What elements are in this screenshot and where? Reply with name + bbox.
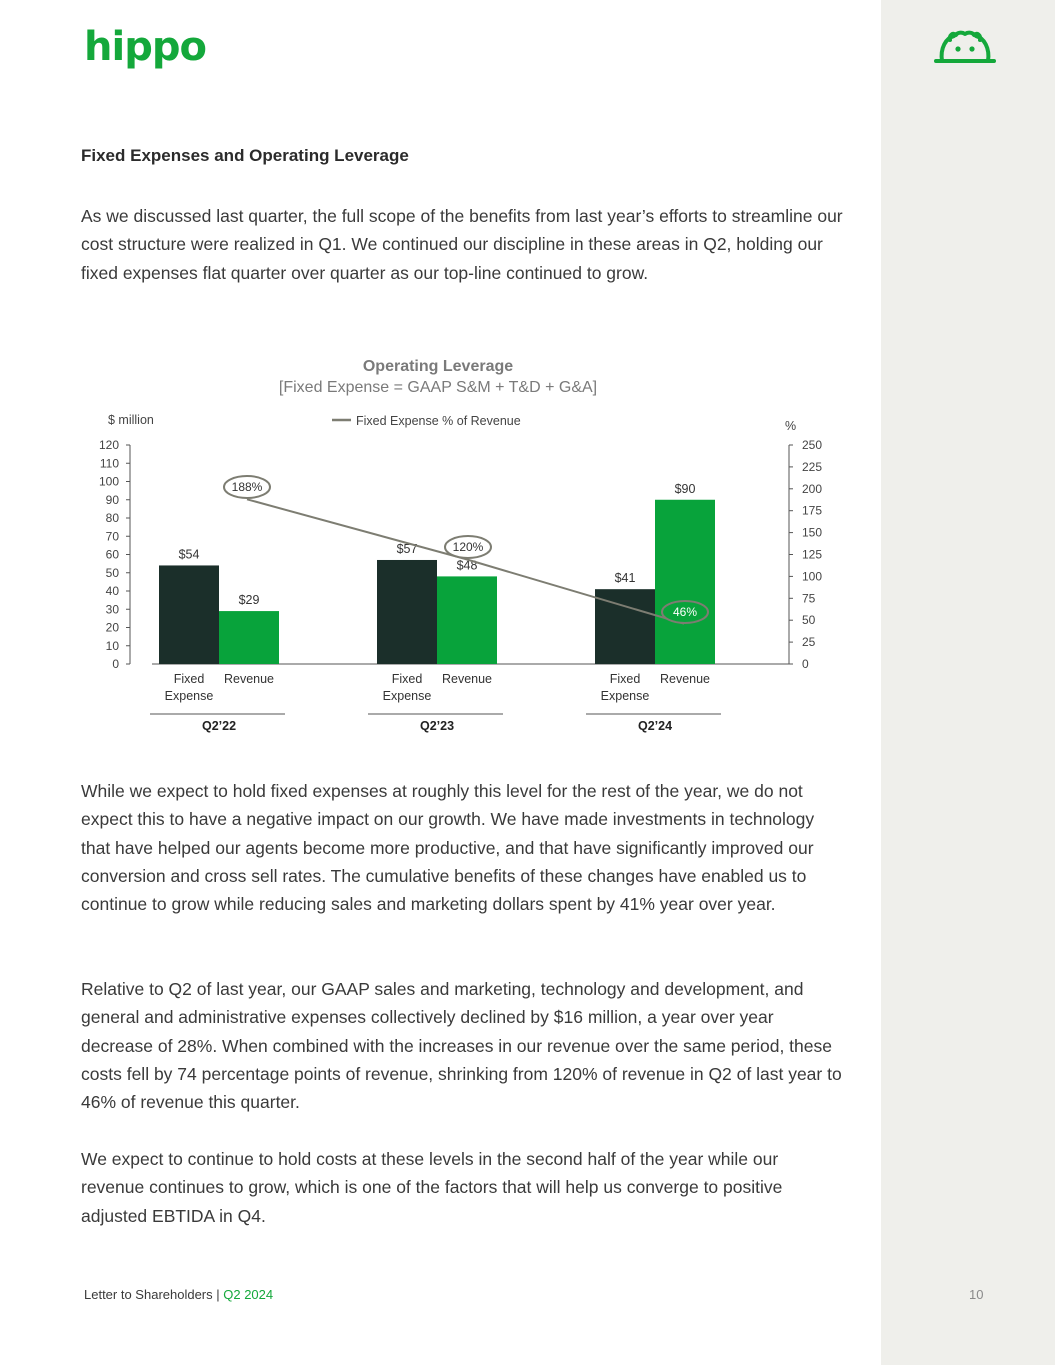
y-tick-label-right: 175 [802,503,823,518]
y-tick-label-right: 75 [802,591,816,606]
paragraph-outlook: We expect to continue to hold costs at these levels in the second half of the year while our revenue continues to grow, which is one of the factors that will help us converge to positive adjusted EBTIDA in Q4. [81,1149,783,1226]
legend-line-label: Fixed Expense % of Revenue [356,414,521,428]
x-sublabel-expense: Expense [164,689,214,703]
y-tick-label-left: 70 [105,529,119,544]
y-tick-label-left: 80 [105,511,119,525]
bar-label-fixed-expense: $54 [178,547,200,562]
x-sublabel-fixed: Fixed [391,672,423,686]
y-tick-label-left: 50 [105,565,119,580]
line-value-label: 46% [672,605,698,619]
operating-leverage-chart [90,340,850,750]
y-tick-label-left: 0 [112,657,119,671]
y-tick-label-left: 40 [105,584,119,598]
x-sublabel-expense: Expense [382,689,432,703]
bar-fixed-expense [377,560,437,664]
chart-subtitle: [Fixed Expense = GAAP S&M + T&D + G&A] [278,379,598,396]
y-tick-label-left: 60 [105,547,119,562]
y-tick-label-right: 225 [802,459,823,474]
hippo-logo: hippo [84,24,206,70]
hippo-head-icon [930,28,1000,66]
x-sublabel-fixed: Fixed [609,672,641,686]
y-tick-label-left: 100 [98,474,119,489]
footer [84,1287,273,1302]
x-sublabel-revenue: Revenue [223,672,275,686]
x-group-label: Q2’24 [637,719,673,733]
paragraph-expenses: Relative to Q2 of last year, our GAAP sales and marketing, technology and development, and general and administrative expenses collectively declined by $16 million, a year over year decrease of 28%. When combined with the increases in our revenue over the same period, these costs fell by 74 percentage points of revenue, shrinking from 120% of revenue in Q2 of last year to 46% of revenue this quarter. [81,979,842,1113]
y-tick-label-left: 30 [105,602,119,617]
line-value-label: 188% [231,480,263,494]
y-tick-label-right: 100 [802,569,823,584]
bar-revenue [219,611,279,664]
bar-label-fixed-expense: $41 [614,571,636,586]
x-group-label: Q2’22 [201,719,237,733]
footer-period: Q2 2024 [223,1287,274,1302]
y-tick-label-right: 200 [802,481,823,496]
side-panel [881,0,1055,1365]
bar-revenue [437,576,497,664]
y-tick-label-left: 20 [105,620,119,635]
x-group-label: Q2’23 [419,719,455,733]
bar-revenue [655,500,715,664]
y-tick-label-right: 250 [802,438,823,452]
paragraph-growth: While we expect to hold fixed expenses at roughly this level for the rest of the year, we do not expect this to have a negative impact on our growth. We have made investments in technology that have helped our agents become more productive, and that have significantly improved our conversion and cross sell rates. The cumulative benefits of these changes have enabled us to continue to grow while reducing sales and marketing dollars spent by 41% year over year. [81,781,815,915]
bar-label-fixed-expense: $57 [396,541,418,556]
y-tick-label-right: 150 [802,525,823,540]
chart-title: Operating Leverage [362,358,514,375]
y-tick-label-left: 10 [105,638,119,653]
x-sublabel-revenue: Revenue [659,672,711,686]
bar-label-revenue: $48 [456,558,478,573]
page-number: 10 [969,1287,984,1302]
y-tick-label-left: 110 [99,456,119,471]
y-tick-label-right: 50 [802,613,816,628]
y-tick-label-right: 25 [802,635,816,650]
y-axis-label-right: % [785,419,797,433]
y-tick-label-left: 120 [98,438,119,452]
bar-label-revenue: $29 [238,593,260,608]
bar-label-revenue: $90 [674,481,696,496]
x-sublabel-fixed: Fixed [173,672,205,686]
section-heading: Fixed Expenses and Operating Leverage [81,146,409,165]
x-sublabel-revenue: Revenue [441,672,493,686]
y-tick-label-right: 0 [802,657,809,671]
y-axis-label-left: $ million [108,413,154,427]
x-sublabel-expense: Expense [600,689,650,703]
paragraph-intro: As we discussed last quarter, the full scope of the benefits from last year’s efforts to streamline our cost structure were realized in Q1. We continued our discipline in these areas in Q2, holding our fixed expenses flat quarter over quarter as our top-line continued to grow. [81,206,843,283]
footer-label: Letter to Shareholders | [84,1287,224,1302]
bar-fixed-expense [159,565,219,664]
y-tick-label-right: 125 [802,547,823,562]
line-value-label: 120% [452,540,484,554]
y-tick-label-left: 90 [105,492,119,507]
